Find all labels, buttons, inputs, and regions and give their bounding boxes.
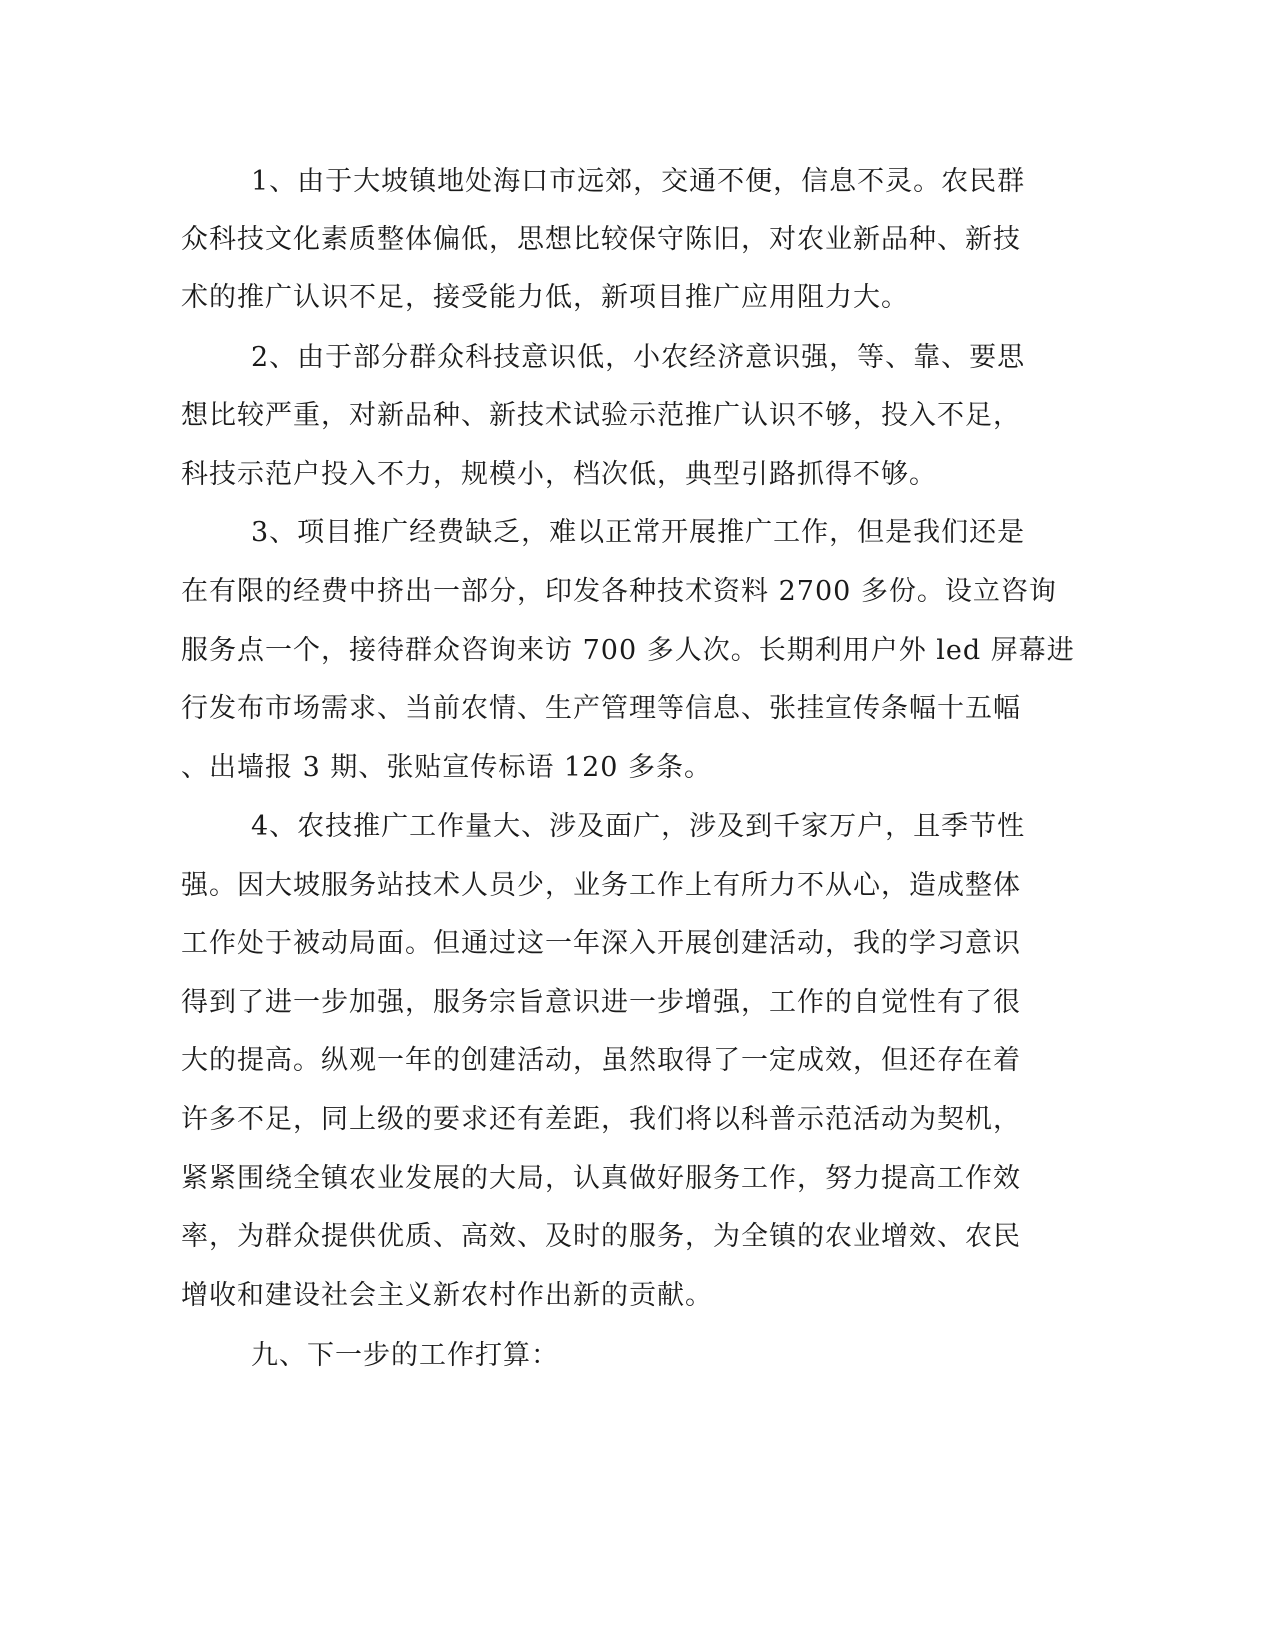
paragraph-4-line-2: 强。因大坡服务站技术人员少，业务工作上有所力不从心，造成整体 (181, 870, 1021, 901)
section-heading-next-steps: 九、下一步的工作打算： (251, 1340, 559, 1371)
paragraph-3-line-3: 服务点一个，接待群众咨询来访 700 多人次。长期利用户外 led 屏幕进 (181, 635, 1075, 666)
paragraph-3-line-4: 行发布市场需求、当前农情、生产管理等信息、张挂宣传条幅十五幅 (181, 693, 1021, 724)
paragraph-1-line-3: 术的推广认识不足，接受能力低，新项目推广应用阻力大。 (181, 282, 909, 313)
paragraph-4-line-6: 许多不足，同上级的要求还有差距，我们将以科普示范活动为契机， (181, 1104, 1021, 1135)
paragraph-2-line-1: 2、由于部分群众科技意识低，小农经济意识强，等、靠、要思 (251, 342, 1026, 373)
paragraph-1-line-2: 众科技文化素质整体偏低，思想比较保守陈旧，对农业新品种、新技 (181, 224, 1021, 255)
paragraph-4-line-4: 得到了进一步加强，服务宗旨意识进一步增强，工作的自觉性有了很 (181, 987, 1021, 1018)
paragraph-4-line-1: 4、农技推广工作量大、涉及面广，涉及到千家万户，且季节性 (251, 811, 1026, 842)
paragraph-3-line-5: 、出墙报 3 期、张贴宣传标语 120 多条。 (181, 752, 713, 783)
paragraph-2-line-3: 科技示范户投入不力，规模小，档次低，典型引路抓得不够。 (181, 459, 937, 490)
paragraph-4-line-9: 增收和建设社会主义新农村作出新的贡献。 (181, 1280, 713, 1311)
paragraph-4-line-5: 大的提高。纵观一年的创建活动，虽然取得了一定成效，但还存在着 (181, 1045, 1021, 1076)
paragraph-1-line-1: 1、由于大坡镇地处海口市远郊，交通不便，信息不灵。农民群 (251, 166, 1026, 197)
paragraph-4-line-8: 率，为群众提供优质、高效、及时的服务，为全镇的农业增效、农民 (181, 1221, 1021, 1252)
paragraph-2-line-2: 想比较严重，对新品种、新技术试验示范推广认识不够，投入不足， (181, 400, 1021, 431)
paragraph-4-line-3: 工作处于被动局面。但通过这一年深入开展创建活动，我的学习意识 (181, 928, 1021, 959)
paragraph-3-line-2: 在有限的经费中挤出一部分，印发各种技术资料 2700 多份。设立咨询 (181, 576, 1057, 607)
paragraph-3-line-1: 3、项目推广经费缺乏，难以正常开展推广工作，但是我们还是 (251, 517, 1026, 548)
paragraph-4-line-7: 紧紧围绕全镇农业发展的大局，认真做好服务工作，努力提高工作效 (181, 1163, 1021, 1194)
